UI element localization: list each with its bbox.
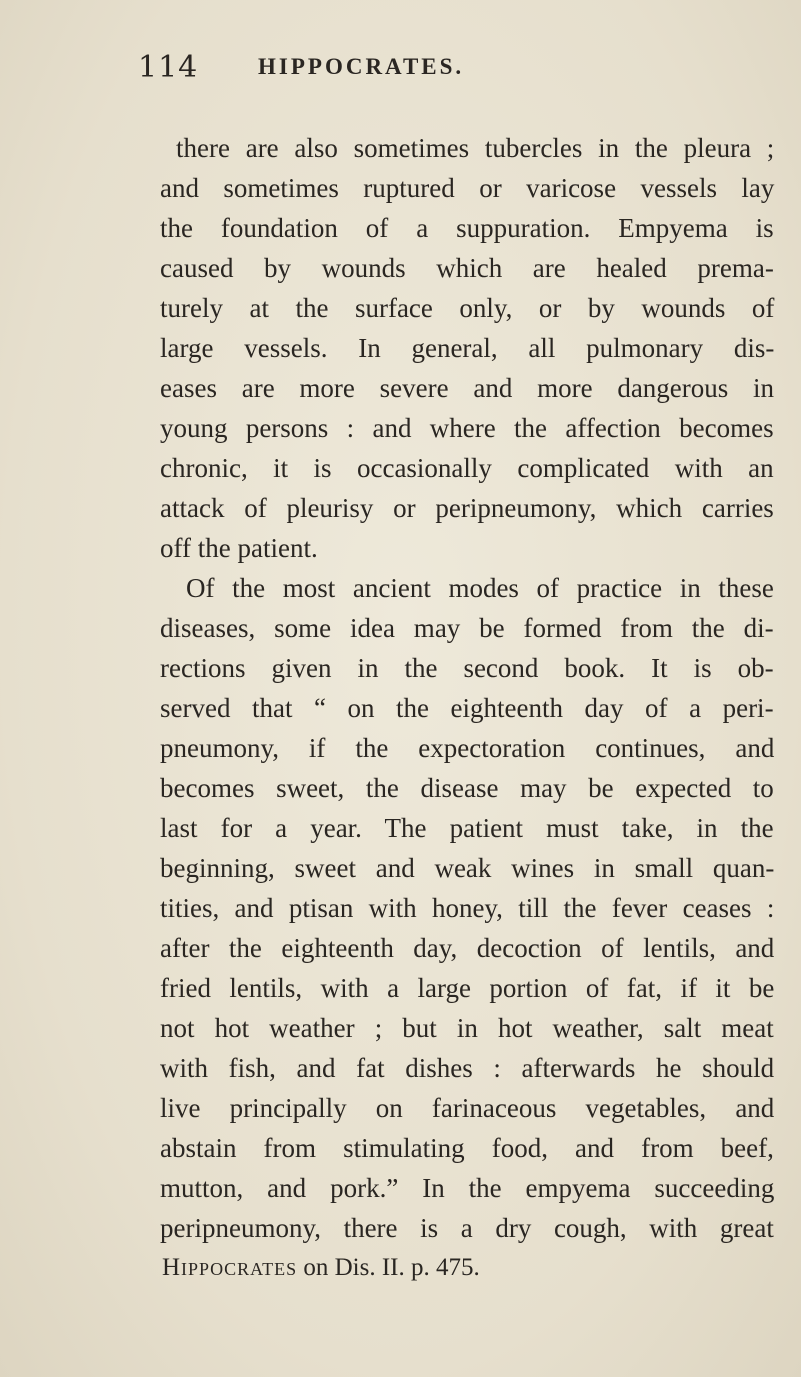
text-line: caused by wounds which are healed prema- [160,253,774,283]
footnote-citation: on Dis. II. p. 475. [303,1254,480,1281]
text-line: fried lentils, with a large portion of fat, if it be [160,973,775,1003]
text-line: tities, and ptisan with honey, till the fever ceases : [160,893,775,923]
text-line: attack of pleurisy or peripneumony, which carries [160,493,774,523]
text-line: after the eighteenth day, decoction of lentils, and [160,933,775,963]
page-number: 114 [138,50,199,85]
text-line: and sometimes ruptured or varicose vessels lay [160,173,775,203]
text-line: pneumony, if the expectoration continues, and [160,733,775,763]
text-line: eases are more severe and more dangerous in [160,373,775,403]
text-line: peripneumony, there is a dry cough, with great [160,1213,774,1243]
text-line: Of the most ancient modes of practice in these [186,573,774,603]
footnote-author: Hippocrates [162,1254,298,1281]
text-line: not hot weather ; but in hot weather, salt meat [160,1013,774,1043]
text-line: with fish, and fat dishes : afterwards he should [160,1053,775,1083]
text-line: abstain from stimulating food, and from beef, [160,1133,774,1163]
footnote-reference [162,1254,480,1282]
text-line: beginning, sweet and weak wines in small quan- [160,853,775,883]
text-line: rections given in the second book. It is ob- [160,653,774,683]
text-line: diseases, some idea may be formed from the di- [160,613,774,643]
text-line: live principally on farinaceous vegetables, and [160,1093,775,1123]
text-line: mutton, and pork.” In the empyema succeeding [160,1173,775,1203]
text-line: young persons : and where the affection becomes [160,413,774,443]
text-line: served that “ on the eighteenth day of a peri- [160,693,774,723]
running-head [138,50,758,90]
text-line: off the patient. [160,533,318,563]
running-title: HIPPOCRATES. [258,54,465,79]
text-line: large vessels. In general, all pulmonary dis- [160,333,775,363]
text-line: there are also sometimes tubercles in the pleura ; [176,133,775,163]
text-line: chronic, it is occasionally complicated with an [160,453,774,483]
text-line: becomes sweet, the disease may be expected to [160,773,774,803]
text-line: the foundation of a suppuration. Empyema is [160,213,774,243]
text-line: turely at the surface only, or by wounds of [160,293,775,323]
text-line: last for a year. The patient must take, in the [160,813,774,843]
